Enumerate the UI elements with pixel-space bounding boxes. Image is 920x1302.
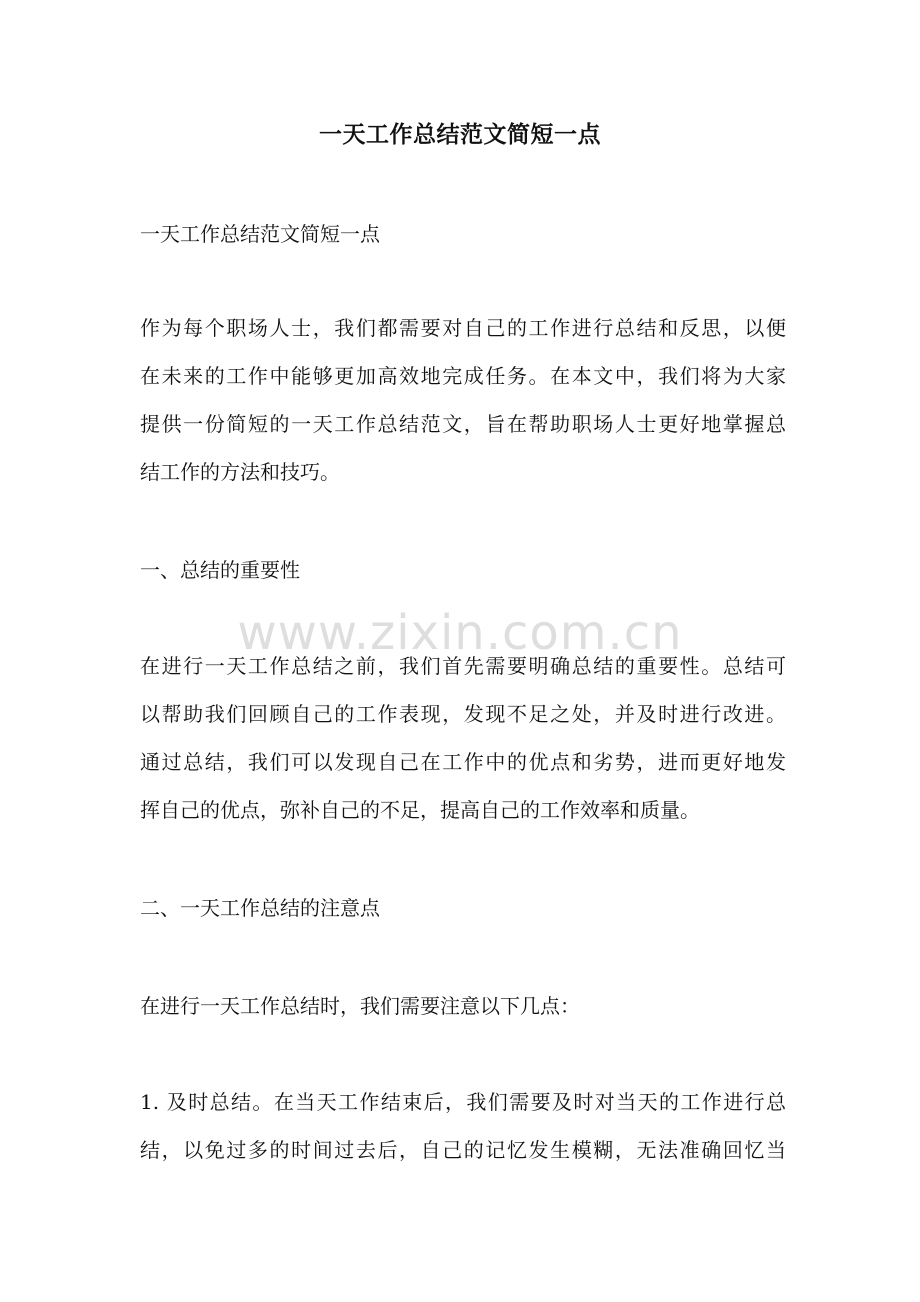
intro-line: 结工作的方法和技巧。 [140,460,340,484]
section-heading-importance: 一、总结的重要性 [140,558,300,582]
point-line: 结，以免过多的时间过去后，自己的记忆发生模糊，无法准确回忆当 [140,1138,786,1162]
section1-line: 在进行一天工作总结之前，我们首先需要明确总结的重要性。总结可 [140,654,786,678]
point-line: 1. 及时总结。在当天工作结束后，我们需要及时对当天的工作进行总 [140,1090,786,1114]
section2-intro: 在进行一天工作总结时，我们需要注意以下几点： [140,994,580,1018]
document-title: 一天工作总结范文简短一点 [319,121,601,148]
document-subtitle: 一天工作总结范文简短一点 [140,222,380,246]
watermark: www.zixin.com.cn [237,605,683,661]
section-heading-notes: 二、一天工作总结的注意点 [140,896,380,920]
section1-line: 以帮助我们回顾自己的工作表现，发现不足之处，并及时进行改进。 [140,702,786,726]
intro-line: 提供一份简短的一天工作总结范文，旨在帮助职场人士更好地掌握总 [140,412,786,436]
intro-line: 在未来的工作中能够更加高效地完成任务。在本文中，我们将为大家 [140,364,786,388]
section1-line: 通过总结，我们可以发现自己在工作中的优点和劣势，进而更好地发 [140,750,786,774]
section1-line: 挥自己的优点，弥补自己的不足，提高自己的工作效率和质量。 [140,798,700,822]
intro-line: 作为每个职场人士，我们都需要对自己的工作进行总结和反思，以便 [140,316,786,340]
